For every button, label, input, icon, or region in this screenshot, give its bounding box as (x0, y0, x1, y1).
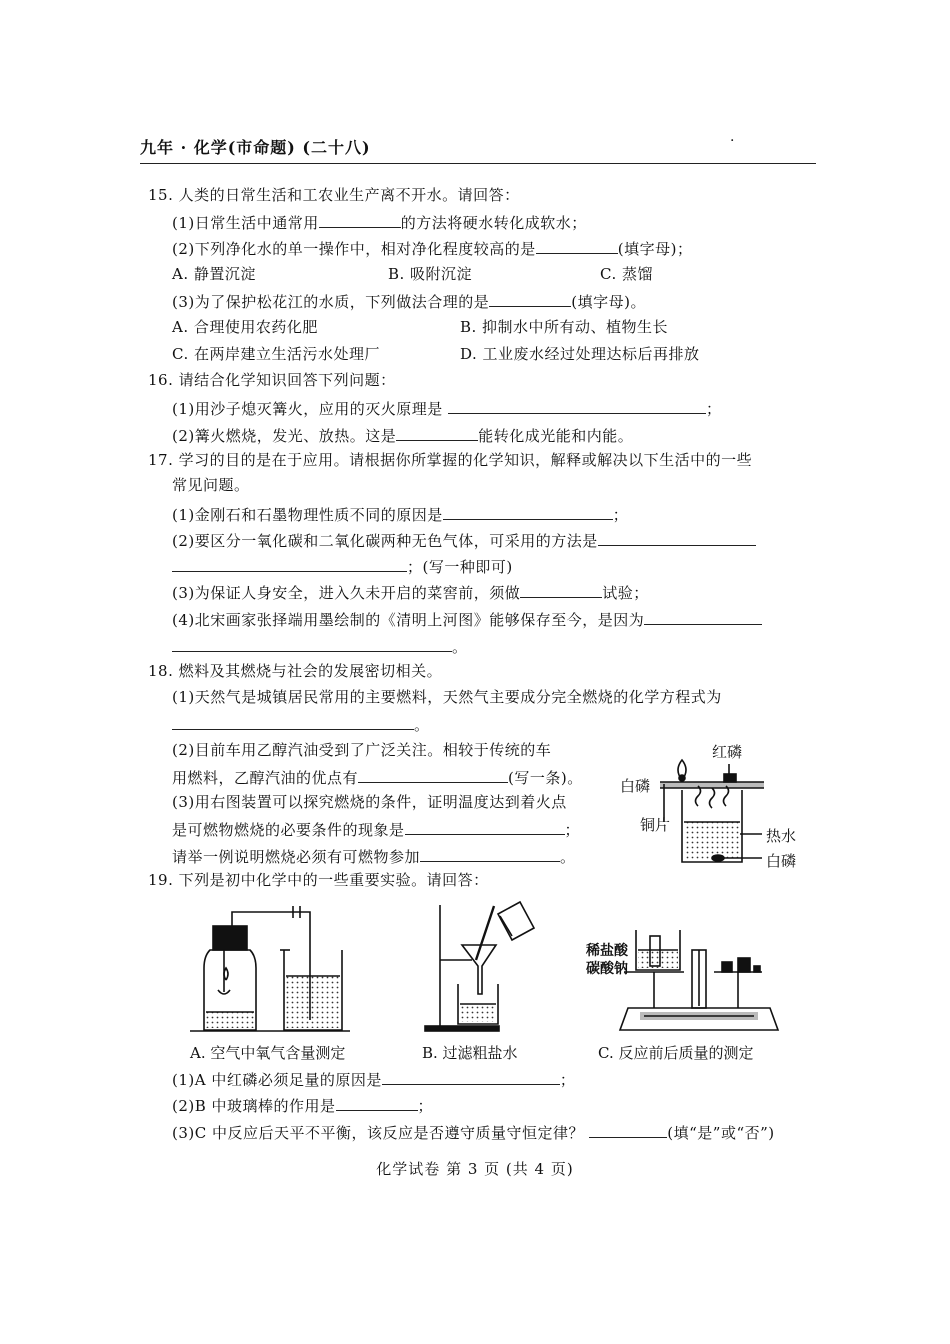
q18-part2-cont (172, 766, 583, 788)
beaker-a (284, 950, 342, 1030)
q18-p3-text-end: ； (564, 821, 581, 839)
q17-stem-line1: 17. 学习的目的是在于应用。请根据你所掌握的化学知识，解释或解决以下生活中的一些 (148, 451, 753, 469)
q16-p1-answer-blank[interactable] (448, 397, 706, 414)
q19-p2-text-end: ； (417, 1097, 434, 1115)
q17-p2-text-end: ；(写一种即可) (407, 558, 513, 576)
q17-part4-cont (172, 635, 468, 657)
q16-p1-text-end: ； (706, 400, 722, 418)
label-white-phosphorus-bottom: 白磷 (766, 852, 797, 870)
flame-icon (678, 760, 686, 780)
q16-part2 (172, 424, 633, 446)
balance-base (620, 1008, 778, 1030)
q19-p1-text: (1)A 中红磷必须足量的原因是 (172, 1071, 382, 1089)
q18-p3-example-end: 。 (560, 848, 576, 866)
q17-stem-line2: 常见问题。 (172, 476, 250, 494)
q15-opt3-a: A. 合理使用农药化肥 (172, 318, 318, 336)
q18-part3: (3)用右图装置可以探究燃烧的条件，证明温度达到着火点 (172, 793, 567, 811)
q16-p1-text: (1)用沙子熄灭篝火，应用的灭火原理是 (172, 400, 443, 418)
q16-p2-text-end: 能转化成光能和内能。 (478, 427, 634, 445)
q17-p2-text: (2)要区分一氧化碳和二氧化碳两种无色气体，可采用的方法是 (172, 532, 598, 550)
q18-part1-cont (172, 713, 430, 735)
pouring-beaker (498, 902, 534, 940)
q15-p1-text: (1)日常生活中通常用 (172, 214, 319, 232)
q15-part3 (172, 290, 646, 312)
q17-p1-answer-blank[interactable] (443, 503, 613, 520)
q17-p1-text: (1)金刚石和石墨物理性质不同的原因是 (172, 506, 443, 524)
header-rule (140, 163, 816, 164)
q19-part3 (172, 1121, 775, 1143)
funnel (462, 945, 496, 994)
caption-fig-c: C. 反应前后质量的测定 (598, 1044, 754, 1062)
q15-opt2-a: A. 静置沉淀 (172, 265, 256, 283)
q19-part2 (172, 1094, 433, 1116)
q15-opt3-c: C. 在两岸建立生活污水处理厂 (172, 345, 380, 363)
q17-p4-text: (4)北宋画家张择端用墨绘制的《清明上河图》能够保存至今，是因为 (172, 611, 645, 629)
q17-part3 (172, 581, 649, 603)
receiving-beaker (458, 984, 498, 1024)
q15-p2-text: (2)下列净化水的单一操作中，相对净化程度较高的是 (172, 240, 536, 258)
q19-p3-text-end: (填“是”或“否”) (667, 1124, 775, 1142)
q17-part1 (172, 503, 628, 525)
label-sodium-carbonate: 碳酸钠 (586, 961, 628, 977)
q15-opt3-b: B. 抑制水中所有动、植物生长 (460, 318, 669, 336)
q17-p4-text-end: 。 (452, 638, 468, 656)
q19-p2-answer-blank[interactable] (336, 1094, 418, 1111)
q18-p2-text-end: (写一条)。 (508, 769, 583, 787)
label-hot-water: 热水 (766, 827, 797, 845)
q15-p2-text-end: (填字母)； (617, 240, 693, 258)
q18-p2-text: 用燃料，乙醇汽油的优点有 (172, 769, 359, 787)
q18-p3-text: 是可燃物燃烧的必要条件的现象是 (172, 821, 405, 839)
q17-p2-answer-blank[interactable] (598, 529, 756, 546)
q18-p1-answer-blank[interactable] (172, 713, 414, 730)
q16-p2-answer-blank[interactable] (396, 424, 478, 441)
q15-opt3-d: D. 工业废水经过处理达标后再排放 (460, 345, 700, 363)
q18-p3-answer-blank[interactable] (405, 818, 565, 835)
q17-p4-answer-blank[interactable] (644, 608, 762, 625)
q16-p2-text: (2)篝火燃烧，发光、放热。这是 (172, 427, 397, 445)
q15-opt2-b: B. 吸附沉淀 (388, 265, 473, 283)
header-mark: · (730, 133, 735, 149)
q15-p2-answer-blank[interactable] (536, 237, 618, 254)
hot-water (684, 822, 740, 860)
beaker (682, 790, 742, 862)
caption-fig-a: A. 空气中氧气含量测定 (190, 1044, 346, 1062)
label-copper-plate: 铜片 (640, 816, 671, 834)
q18-part1: (1)天然气是城镇居民常用的主要燃料，天然气主要成分完全燃烧的化学方程式为 (172, 688, 722, 706)
q17-p3-text: (3)为保证人身安全，进入久未开启的菜窖前，须做 (172, 584, 521, 602)
q19-part1 (172, 1068, 575, 1090)
q18-stem: 18. 燃料及其燃烧与社会的发展密切相关。 (148, 662, 443, 680)
q15-opt2-c: C. 蒸馏 (600, 265, 653, 283)
q19-p1-text-end: ； (559, 1071, 576, 1089)
q17-part4 (172, 608, 762, 630)
q19-p3-answer-blank[interactable] (589, 1121, 667, 1138)
q17-p3-text-end: 试验； (602, 584, 649, 602)
q17-p2-answer-blank-2[interactable] (172, 555, 407, 572)
q17-p3-answer-blank[interactable] (520, 581, 602, 598)
page-footer: 化学试卷 第 3 页 (共 4 页) (376, 1160, 574, 1178)
q18-p3-example-blank[interactable] (420, 845, 560, 862)
q15-p1-answer-blank[interactable] (319, 211, 401, 228)
caption-fig-b: B. 过滤粗盐水 (422, 1044, 518, 1062)
q19-p3-text: (3)C 中反应后天平不平衡，该反应是否遵守质量守恒定律？ (172, 1124, 584, 1142)
q18-p2-answer-blank[interactable] (358, 766, 508, 783)
q19-stem: 19. 下列是初中化学中的一些重要实验。请回答： (148, 871, 489, 889)
beaker-c (636, 930, 680, 970)
label-white-phosphorus-top: 白磷 (620, 777, 651, 795)
q15-p3-text-end: (填字母)。 (571, 293, 646, 311)
q16-part1 (172, 397, 722, 419)
q18-part3-example (172, 845, 576, 867)
white-phosphorus-underwater (712, 855, 724, 861)
q15-stem: 15. 人类的日常生活和工农业生产离不开水。请回答： (148, 186, 520, 204)
q18-part2: (2)目前车用乙醇汽油受到了广泛关注。相较于传统的车 (172, 741, 552, 759)
q19-p1-answer-blank[interactable] (382, 1068, 560, 1085)
q15-part2 (172, 237, 692, 259)
q15-p3-text: (3)为了保护松花江的水质，下列做法合理的是 (172, 293, 490, 311)
red-phosphorus (724, 774, 736, 782)
label-red-phosphorus: 红磷 (712, 743, 743, 761)
q18-part3-cont (172, 818, 580, 840)
q15-p1-text-end: 的方法将硬水转化成软水； (400, 214, 587, 232)
q15-part1 (172, 211, 587, 233)
q18-p3-example-text: 请举一例说明燃烧必须有可燃物参加 (172, 848, 421, 866)
q15-p3-answer-blank[interactable] (489, 290, 571, 307)
q17-p1-text-end: ； (612, 506, 629, 524)
label-dilute-hcl: 稀盐酸 (586, 943, 628, 959)
q18-p1-text-end: 。 (414, 716, 430, 734)
copper-plate (660, 782, 764, 788)
q17-p4-answer-blank-2[interactable] (172, 635, 452, 652)
page-header: 九年 · 化学(市命题) (二十八) (140, 138, 371, 157)
q17-part2-cont (172, 555, 513, 577)
q17-part2 (172, 529, 756, 551)
q16-stem: 16. 请结合化学知识回答下列问题： (148, 371, 396, 389)
q19-p2-text: (2)B 中玻璃棒的作用是 (172, 1097, 336, 1115)
bottle (204, 950, 256, 1030)
